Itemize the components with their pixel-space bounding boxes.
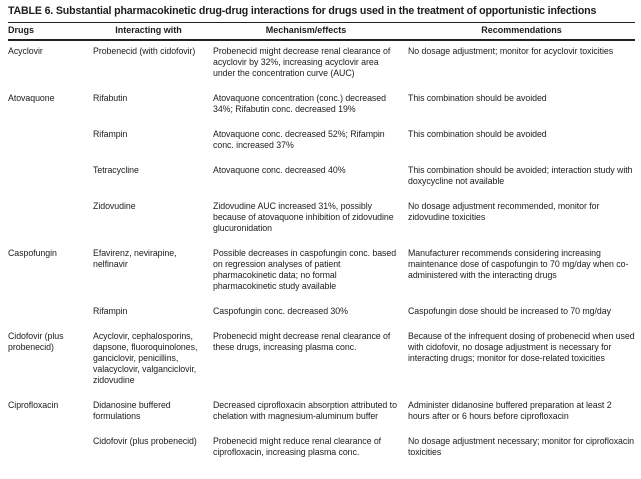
interacting-cell: Didanosine buffered formulations — [93, 400, 171, 421]
drug-cell-empty — [8, 306, 93, 317]
interacting-cell: Cidofovir (plus probenecid) — [93, 436, 197, 446]
drug-cell: Caspofungin — [8, 248, 57, 258]
drug-cell: Cidofovir (plus probenecid) — [8, 331, 64, 352]
recommendation-cell: Because of the infrequent dosing of probenecid when used with cidofovir, no dosage adjustment is necessary for interacting drugs; monitor for dose-related toxicities — [408, 331, 635, 363]
mechanism-cell: Zidovudine AUC increased 31%, possibly because of atovaquone inhibition of zidovudine glucuronidation — [213, 201, 394, 233]
interacting-cell: Acyclovir, cephalosporins, dapsone, fluoroquinolones, ganciclovir, penicillins, valacyclovir, valganciclovir, zidovudine — [93, 331, 198, 385]
recommendation-cell: This combination should be avoided — [408, 129, 547, 139]
table-title: TABLE 6. Substantial pharmacokinetic drug-drug interactions for drugs used in the treatment of opportunistic infections — [8, 5, 597, 17]
column-header-recommendations: Recommendations — [481, 25, 562, 35]
recommendation-cell: No dosage adjustment recommended, monitor for zidovudine toxicities — [408, 201, 600, 222]
drug-cell-empty — [8, 436, 93, 458]
table-row — [8, 306, 635, 317]
table-row — [8, 331, 635, 386]
table-row — [8, 165, 635, 187]
interacting-cell: Tetracycline — [93, 165, 139, 175]
drug-cell: Ciprofloxacin — [8, 400, 59, 410]
mechanism-cell: Probenecid might decrease renal clearance of acyclovir by 32%, increasing acyclovir area under the concentration curve (AUC) — [213, 46, 391, 78]
table-header-row — [8, 22, 635, 41]
table-row — [8, 93, 635, 115]
recommendation-cell: Administer didanosine buffered preparation at least 2 hours after or 6 hours before ciprofloxacin — [408, 400, 612, 421]
drug-cell-empty — [8, 129, 93, 151]
interacting-cell: Rifabutin — [93, 93, 128, 103]
table-row — [8, 436, 635, 458]
interacting-cell: Rifampin — [93, 306, 128, 316]
table-row — [8, 201, 635, 234]
interacting-cell: Zidovudine — [93, 201, 136, 211]
interacting-cell: Probenecid (with cidofovir) — [93, 46, 196, 56]
drug-cell: Atovaquone — [8, 93, 55, 103]
table-row — [8, 129, 635, 151]
recommendation-cell: No dosage adjustment; monitor for acyclovir toxicities — [408, 46, 614, 56]
recommendation-cell: Caspofungin dose should be increased to 70 mg/day — [408, 306, 611, 316]
mechanism-cell: Atovaquone conc. decreased 40% — [213, 165, 346, 175]
recommendation-cell: This combination should be avoided — [408, 93, 547, 103]
mechanism-cell: Probenecid might decrease renal clearance of these drugs, increasing plasma conc. — [213, 331, 391, 352]
drug-cell: Acyclovir — [8, 46, 43, 56]
table-row — [8, 400, 635, 422]
recommendation-cell: No dosage adjustment necessary; monitor for ciprofloxacin toxicities — [408, 436, 634, 457]
mechanism-cell: Atovaquone concentration (conc.) decreased 34%; Rifabutin conc. decreased 19% — [213, 93, 386, 114]
interacting-cell: Efavirenz, nevirapine, nelfinavir — [93, 248, 177, 269]
mechanism-cell: Atovaquone conc. decreased 52%; Rifampin conc. increased 37% — [213, 129, 385, 150]
interacting-cell: Rifampin — [93, 129, 128, 139]
recommendation-cell: Manufacturer recommends considering increasing maintenance dose of caspofungin to 70 mg/day when co-administered with the interacting drugs — [408, 248, 629, 280]
column-header-interacting-with: Interacting with — [115, 25, 182, 35]
mechanism-cell: Possible decreases in caspofungin conc. based on regression analyses of patient pharmacokinetic data; no formal pharmacokinetic study available — [213, 248, 397, 291]
drug-cell-empty — [8, 165, 93, 187]
drug-cell-empty — [8, 201, 93, 234]
mechanism-cell: Decreased ciprofloxacin absorption attributed to chelation with magnesium-aluminum buffer — [213, 400, 397, 421]
table-row — [8, 46, 635, 79]
recommendation-cell: This combination should be avoided; interaction study with doxycycline not available — [408, 165, 633, 186]
column-header-mechanism-effects: Mechanism/effects — [265, 25, 347, 35]
table-body — [8, 41, 635, 458]
mechanism-cell: Caspofungin conc. decreased 30% — [213, 306, 348, 316]
table-row — [8, 248, 635, 292]
column-header-drugs: Drugs — [8, 25, 35, 35]
mechanism-cell: Probenecid might reduce renal clearance of ciprofloxacin, increasing plasma conc. — [213, 436, 382, 457]
